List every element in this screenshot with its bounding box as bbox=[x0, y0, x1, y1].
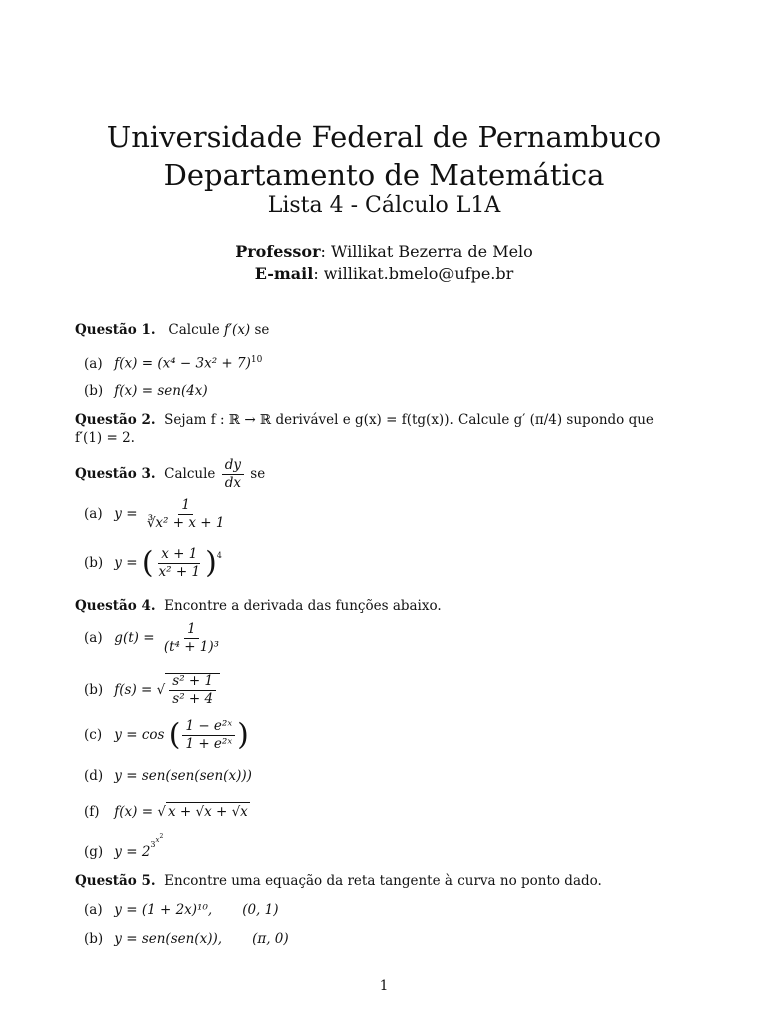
q4-item-b: (b) f(s) = √ $\frac{\text{s² + 1}}{\text{s² + 4}}$ bbox=[84, 673, 220, 707]
q4-item-c: (c) y = cos ( $\frac{\text{1 − e²ˣ}}{\text{1 + e²ˣ}}$ ) bbox=[84, 717, 249, 753]
university-title: Universidade Federal de Pernambuco bbox=[106, 120, 662, 154]
item-expr: y = (1 + 2x)¹⁰, bbox=[114, 902, 213, 918]
list-title: Lista 4 - Cálculo L1A bbox=[267, 193, 501, 218]
item-label: (a) bbox=[84, 630, 103, 646]
item-lhs: y = bbox=[114, 506, 138, 522]
item-expr: y = sen(sen(sen(x))) bbox=[114, 768, 252, 784]
item-lhs: g(t) = bbox=[114, 630, 155, 646]
item-label: (b) bbox=[84, 383, 104, 399]
item-label: (a) bbox=[84, 506, 103, 522]
question-3-label: Questão 3. bbox=[75, 466, 156, 482]
question-2-text: Sejam f : ℝ → ℝ derivável e g(x) = f(tg(x)). Calcule g′ (π/4) supondo que f′(1) = 2. bbox=[75, 412, 654, 446]
email-value: : willikat.bmelo@ufpe.br bbox=[313, 264, 514, 283]
q4-item-g bbox=[84, 833, 164, 864]
item-fraction: $\frac{\text{1 − e²ˣ}}{\text{1 + e²ˣ}}$ bbox=[182, 719, 235, 752]
item-label: (f) bbox=[84, 804, 100, 820]
question-3-tail: se bbox=[250, 466, 266, 482]
question-4 bbox=[75, 597, 442, 615]
item-lhs: f(x) = bbox=[114, 804, 154, 820]
item-expr: f(x) = (x⁴ − 3x² + 7) bbox=[114, 355, 251, 372]
q4-item-d bbox=[84, 767, 252, 785]
item-label: (a) bbox=[84, 355, 103, 372]
question-5-text: Encontre uma equação da reta tangente à curva no ponto dado. bbox=[164, 873, 602, 889]
q4-item-f: (f) f(x) = √ x + √x + √x bbox=[84, 804, 248, 820]
item-fraction: $\frac{1}{\text{∛x² + x + 1}}$ bbox=[146, 497, 225, 531]
item-label: (b) bbox=[84, 682, 104, 698]
item-point: (0, 1) bbox=[242, 902, 279, 918]
item-lhs: y = cos bbox=[114, 727, 165, 743]
item-label: (b) bbox=[84, 555, 104, 571]
item-fraction: $\frac{\text{s² + 1}}{\text{s² + 4}}$ bbox=[169, 674, 216, 707]
dy-dx-fraction: $\frac{dy}{dx}$ bbox=[222, 458, 244, 491]
question-4-text: Encontre a derivada das funções abaixo. bbox=[164, 598, 442, 614]
question-1-text: Calcule bbox=[168, 322, 220, 338]
item-exponent-3: 2 bbox=[159, 833, 164, 840]
department-title: Departamento de Matemática bbox=[163, 158, 605, 192]
question-5-label: Questão 5. bbox=[75, 873, 156, 889]
question-3-text: Calcule bbox=[164, 466, 216, 482]
item-label: (c) bbox=[84, 727, 103, 743]
professor-name: : Willikat Bezerra de Melo bbox=[320, 242, 533, 261]
item-expr: f(x) = sen(4x) bbox=[114, 383, 208, 399]
item-label: (a) bbox=[84, 902, 103, 918]
item-expr: y = sen(sen(x)), bbox=[114, 931, 223, 947]
q1-item-a bbox=[84, 351, 262, 373]
question-4-label: Questão 4. bbox=[75, 598, 156, 614]
item-radicand: x + √x + √x bbox=[167, 804, 248, 820]
item-point: (π, 0) bbox=[252, 931, 289, 947]
item-exponent: 3 bbox=[150, 840, 156, 849]
email-label: E-mail bbox=[254, 264, 314, 283]
question-1-label: Questão 1. bbox=[75, 322, 156, 338]
item-label: (g) bbox=[84, 844, 104, 860]
item-exponent: 10 bbox=[250, 355, 263, 365]
q4-item-a bbox=[84, 622, 224, 655]
item-fraction: $\frac{x + 1}{\text{x² + 1}}$ bbox=[158, 546, 201, 580]
email-line bbox=[0, 264, 768, 284]
item-exponent: 4 bbox=[216, 551, 222, 560]
question-3 bbox=[75, 458, 265, 491]
item-lhs: f(s) = bbox=[114, 682, 153, 698]
question-2 bbox=[75, 411, 679, 447]
item-lhs: y = 2 bbox=[114, 844, 151, 860]
q5-item-b bbox=[84, 930, 289, 948]
item-fraction: $\frac{1}{\text{(t⁴ + 1)³}}$ bbox=[163, 621, 220, 655]
item-label: (b) bbox=[84, 931, 104, 947]
professor-line bbox=[0, 242, 768, 262]
item-lhs: y = bbox=[114, 555, 138, 571]
page-number: 1 bbox=[379, 978, 389, 994]
question-1 bbox=[75, 321, 269, 339]
q3-item-a bbox=[84, 498, 229, 531]
question-1-tail: se bbox=[254, 322, 270, 338]
question-1-expr: f′(x) bbox=[223, 322, 251, 338]
q5-item-a bbox=[84, 901, 279, 919]
q1-item-b bbox=[84, 382, 208, 400]
q3-item-b: (b) y = ( $\frac{x + 1}{\text{x² + 1}}$ )$^4$ bbox=[84, 545, 222, 581]
item-exponent-2: x bbox=[155, 836, 160, 844]
question-5 bbox=[75, 872, 602, 890]
question-2-label: Questão 2. bbox=[75, 412, 156, 428]
professor-label: Professor bbox=[235, 242, 321, 261]
item-label: (d) bbox=[84, 768, 104, 784]
